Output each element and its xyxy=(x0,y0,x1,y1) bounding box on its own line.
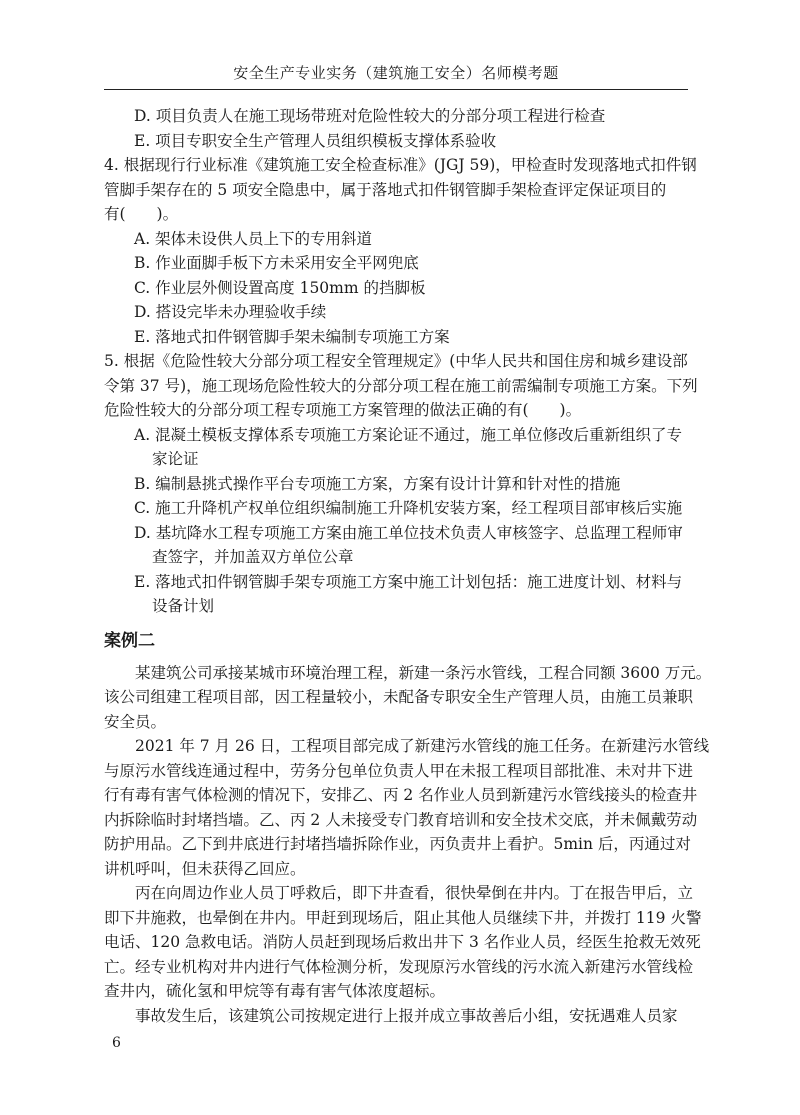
case-paragraph-4 xyxy=(104,1004,694,1029)
q5-option-d-cont: 查签字，并加盖双方单位公章 xyxy=(152,548,354,566)
paragraph-line: 行有毒有害气体检测的情况下，安排乙、丙 2 名作业人员到新建污水管线接头的检查井 xyxy=(104,786,698,804)
paragraph-line: 丙在向周边作业人员丁呼救后，即下井查看，很快晕倒在井内。丁在报告甲后，立 xyxy=(135,884,694,902)
paragraph-line: 即下井施救，也晕倒在井内。甲赶到现场后，阻止其他人员继续下井，并拨打 119 火警 xyxy=(104,908,702,927)
paragraph-line: 事故发生后，该建筑公司按规定进行上报并成立事故善后小组，安抚遇难人员家 xyxy=(135,1006,678,1025)
q5-option-b: B. 编制悬挑式操作平台专项施工方案，方案有设计计算和针对性的措施 xyxy=(134,474,621,493)
page-content xyxy=(104,104,712,1028)
case-paragraph-3 xyxy=(104,881,702,1004)
paragraph-line: 电话、120 急救电话。消防人员赶到现场后救出井下 3 名作业人员，经医生抢救无效死 xyxy=(104,933,701,951)
paragraph-line: 防护用品。乙下到井底进行封堵挡墙拆除作业，丙负责井上看护。5min 后，丙通过对 xyxy=(104,835,691,853)
q4-stem-line: 4. 根据现行行业标准《建筑施工安全检查标准》(JGJ 59)，甲检查时发现落地式扣件钢 xyxy=(104,156,697,174)
paragraph-line: 讲机呼叫，但未获得乙回应。 xyxy=(104,859,306,878)
q4-option-d: D. 搭设完毕未办理验收手续 xyxy=(134,303,327,321)
paragraph-line: 某建筑公司承接某城市环境治理工程，新建一条污水管线，工程合同额 3600 万元。 xyxy=(135,663,712,682)
q4-option-c: C. 作业层外侧设置高度 150mm 的挡脚板 xyxy=(134,278,426,297)
paragraph-line: 亡。经专业机构对井内进行气体检测分析，发现原污水管线的污水流入新建污水管线检 xyxy=(104,957,694,976)
q5-option-a-cont: 家论证 xyxy=(152,450,199,468)
q5-stem-line: 危险性较大的分部分项工程专项施工方案管理的做法正确的有( )。 xyxy=(104,401,582,419)
q3-option-e: E. 项目专职安全生产管理人员组织模板支撑体系验收 xyxy=(134,131,497,150)
q5-option-e: E. 落地式扣件钢管脚手架专项施工方案中施工计划包括：施工进度计划、材料与 xyxy=(134,572,683,591)
paragraph-line: 与原污水管线连通过程中，劳务分包单位负责人甲在未报工程项目部批准、未对井下进 xyxy=(104,761,694,780)
q5-option-d: D. 基坑降水工程专项施工方案由施工单位技术负责人审核签字、总监理工程师审 xyxy=(134,523,683,542)
q5-option-e-cont: 设备计划 xyxy=(152,597,215,615)
q3-option-d: D. 项目负责人在施工现场带班对危险性较大的分部分项工程进行检查 xyxy=(134,107,606,125)
paragraph-line: 该公司组建工程项目部，因工程量较小，未配备专职安全生产管理人员，由施工员兼职 xyxy=(104,688,694,706)
paragraph-line: 查井内，硫化氢和甲烷等有毒有害气体浓度超标。 xyxy=(104,982,446,1000)
paragraph-line: 内拆除临时封堵挡墙。乙、丙 2 人未接受专门教育培训和安全技术交底，并未佩戴劳动 xyxy=(104,810,698,829)
q5-option-a: A. 混凝土模板支撑体系专项施工方案论证不通过，施工单位修改后重新组织了专 xyxy=(134,425,683,444)
q5-stem-line: 令第 37 号)，施工现场危险性较大的分部分项工程在施工前需编制专项施工方案。下列 xyxy=(104,376,698,395)
case-paragraph-1 xyxy=(104,661,712,735)
paragraph-line: 安全员。 xyxy=(104,712,167,731)
q4-stem-line: 管脚手架存在的 5 项安全隐患中，属于落地式扣件钢管脚手架检查评定保证项目的 xyxy=(104,180,667,199)
q4-option-e: E. 落地式扣件钢管脚手架未编制专项施工方案 xyxy=(134,327,450,346)
question-5 xyxy=(104,349,698,619)
page-number: 6 xyxy=(112,1035,121,1051)
q5-option-c: C. 施工升降机产权单位组织编制施工升降机安装方案，经工程项目部审核后实施 xyxy=(134,499,683,517)
q4-option-a: A. 架体未设供人员上下的专用斜道 xyxy=(134,229,373,248)
q5-stem-line: 5. 根据《危险性较大分部分项工程安全管理规定》(中华人民共和国住房和城乡建设部 xyxy=(104,352,688,370)
paragraph-line: 2021 年 7 月 26 日，工程项目部完成了新建污水管线的施工任务。在新建污水管线 xyxy=(135,737,710,755)
page-header: 安全生产专业实务（建筑施工安全）名师模考题 xyxy=(104,62,688,90)
q4-stem-line: 有( )。 xyxy=(104,205,179,223)
q4-option-b: B. 作业面脚手板下方未采用安全平网兜底 xyxy=(134,254,419,272)
case-paragraph-2 xyxy=(104,734,710,881)
case-heading: 案例二 xyxy=(104,630,155,651)
question-4 xyxy=(104,153,697,349)
